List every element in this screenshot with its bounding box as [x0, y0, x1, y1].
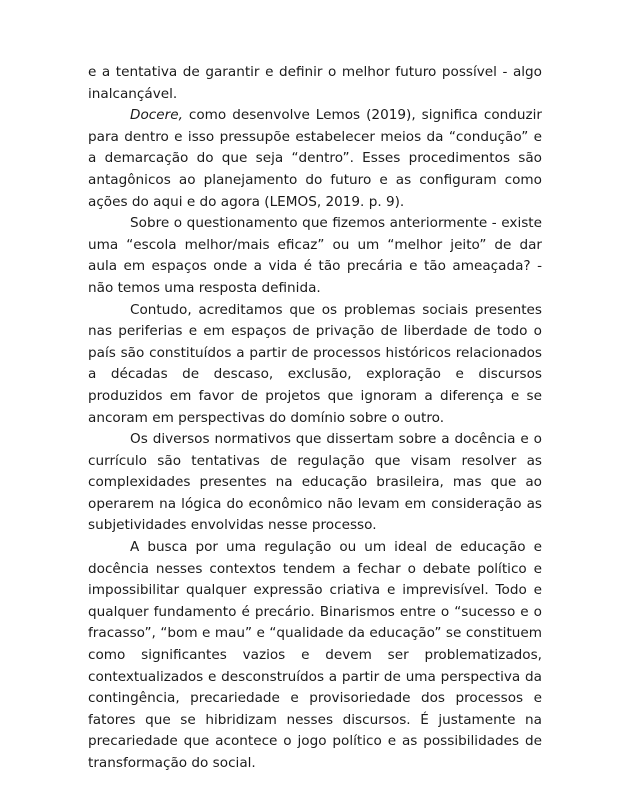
paragraph-text: e a tentativa de garantir e definir o melhor futuro possível - algo inalcançável.	[88, 64, 542, 102]
paragraph-normativos	[88, 429, 542, 537]
paragraph-text: Contudo, acreditamos que os problemas sociais presentes nas periferias e em espaços de privação de liberdade de todo o país são constituídos a partir de processos históricos relacionados a décadas de descaso, exclusão, exploração e discursos produzidos em favor de projetos que ignoram a diferença e se ancoram em perspectivas do domínio sobre o outro.	[88, 301, 542, 426]
paragraph-docere	[88, 105, 542, 213]
paragraph-regulacao	[88, 537, 542, 775]
paragraph-text: como desenvolve Lemos (2019), significa conduzir para dentro e isso pressupõe estabelecer meios da “condução” e a demarcação do que seja “dentro”. Esses procedimentos são antagônicos ao planejamento do futuro e as configuram como ações do aqui e do agora (LEMOS, 2019. p. 9).	[88, 107, 542, 210]
paragraph-questionamento	[88, 213, 542, 299]
paragraph-text: A busca por uma regulação ou um ideal de educação e docência nesses contextos tendem a fechar o debate político e impossibilitar qualquer expressão criativa e imprevisível. Todo e qualquer fundamento é precário. Binarismos entre o “sucesso e o fracasso”, “bom e mau” e “qualidade da educação” se constituem como significantes vazios e devem ser problematizados, contextualizados e desconstruídos a partir de uma perspectiva da contingência, precariedade e provisoriedade dos processos e fatores que se hibridizam nesses discursos. É justamente na precariedade que acontece o jogo político e as possibilidades de transformação do social.	[88, 539, 542, 771]
paragraph-contudo	[88, 300, 542, 430]
paragraph-continuation	[88, 62, 542, 105]
paragraph-text: Os diversos normativos que dissertam sobre a docência e o currículo são tentativas de regulação que visam resolver as complexidades presentes na educação brasileira, mas que ao operarem na lógica do econômico não levam em consideração as subjetividades envolvidas nesse processo.	[88, 431, 542, 534]
italic-term: Docere,	[130, 107, 183, 124]
document-page	[88, 62, 542, 775]
paragraph-text: Sobre o questionamento que fizemos anteriormente - existe uma “escola melhor/mais eficaz” ou um “melhor jeito” de dar aula em espaços onde a vida é tão precária e tão ameaçada? - não temos uma resposta definida.	[88, 215, 542, 296]
